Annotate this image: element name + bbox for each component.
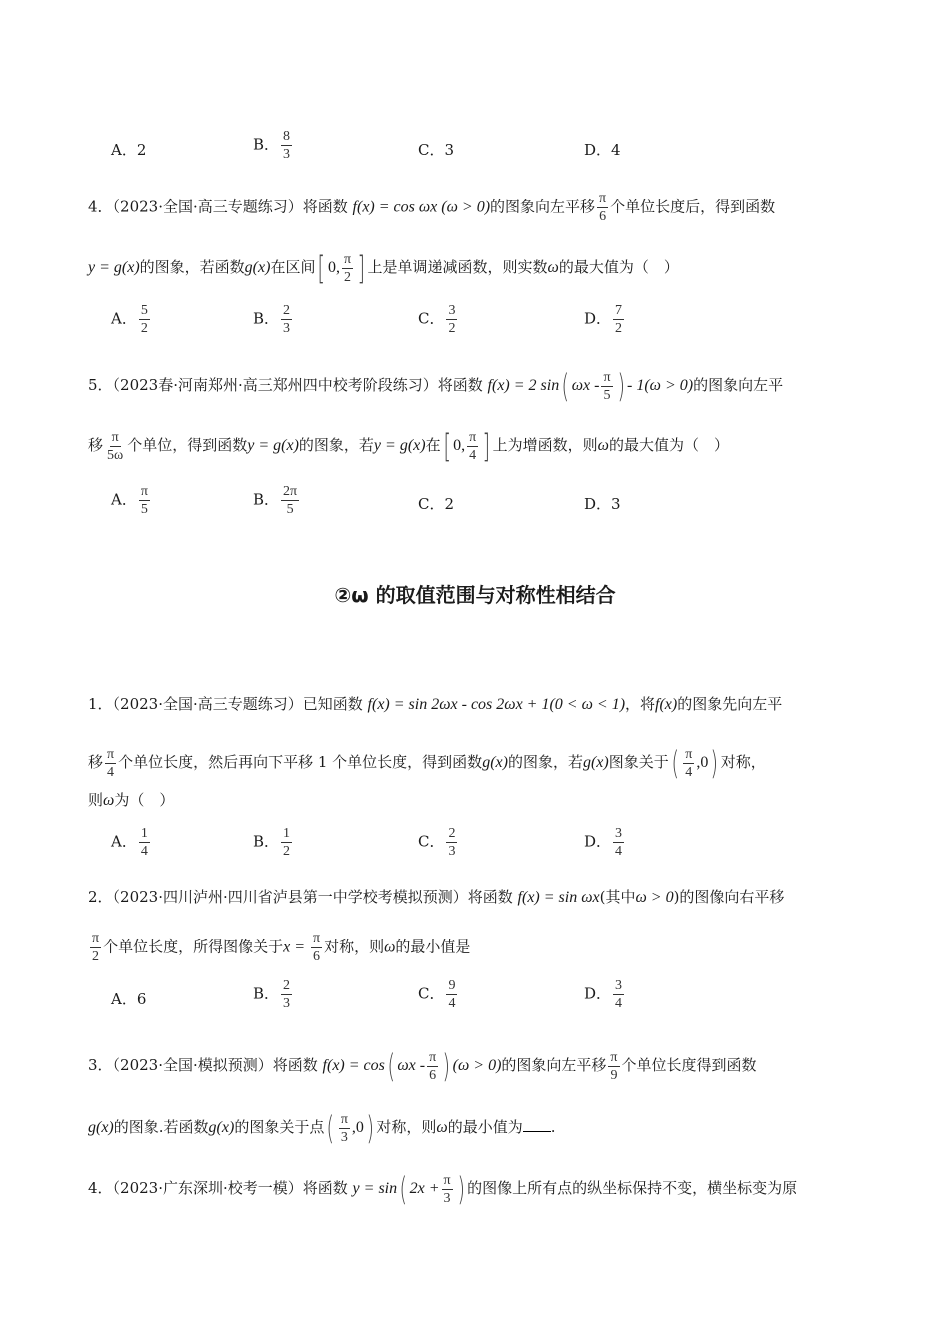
text-span: 2	[283, 844, 291, 859]
text-span: 3	[615, 978, 623, 993]
interval	[441, 428, 493, 464]
s2q1-option-b	[253, 825, 294, 860]
text-span: (	[671, 744, 679, 782]
text-span: 2	[615, 321, 623, 336]
text-span: 则	[88, 791, 104, 809]
math-expression: f(x)	[655, 696, 678, 713]
text-span	[385, 1048, 453, 1084]
text-span: 2	[283, 303, 291, 318]
s2q1-line-1	[88, 694, 782, 715]
math-expression: ω	[547, 259, 559, 276]
math-expression: g(x)	[582, 754, 609, 771]
text-span: C．	[418, 984, 445, 1003]
text-span: 4	[107, 764, 115, 780]
text-span: B．	[253, 309, 280, 328]
s2q4-line-1	[88, 1171, 797, 1207]
text-span: 2	[283, 978, 291, 993]
text-span: 1．	[88, 695, 113, 713]
text-span: B．	[253, 832, 280, 851]
text-span: 上是单调递减函数，则实数	[367, 258, 548, 276]
math-expression: y = g(x)	[88, 259, 140, 276]
math-expression: g(x)	[482, 754, 508, 771]
fraction	[613, 302, 624, 337]
text-span: 个单位，得到函数	[127, 436, 248, 454]
s2q2-option-d	[584, 977, 626, 1012]
fraction	[446, 977, 457, 1012]
text-span: D．	[584, 984, 612, 1003]
text-span: ]	[482, 427, 491, 465]
text-span: 4	[140, 844, 148, 859]
text-span: （2023·全国·高三专题练习）将函数	[112, 197, 348, 216]
text-span: 的最大值为（ ）	[608, 436, 729, 454]
text-span: ，将	[625, 695, 656, 713]
q5-option-c: C．2	[418, 495, 455, 513]
q5-option-b	[253, 483, 301, 518]
text-span: π	[107, 746, 115, 762]
text-span: π	[429, 1049, 437, 1065]
text-span: A．	[111, 490, 137, 509]
math-expression: ωx -	[397, 1057, 426, 1074]
q3-option-a: A．2	[111, 141, 147, 159]
q5-option-d: D．3	[584, 495, 621, 513]
s2q3-line-1	[88, 1048, 757, 1084]
fraction	[339, 1111, 350, 1146]
fraction	[281, 483, 299, 518]
s2q2-line-2	[88, 930, 470, 965]
text-span: 4	[615, 996, 623, 1011]
q4-option-a	[111, 302, 152, 337]
text-span: 1	[283, 826, 291, 841]
text-span: 对称，	[720, 753, 766, 771]
interval	[315, 250, 367, 286]
text-span: D．	[584, 832, 612, 851]
text-span: （2023春·河南郑州·高三郑州四中校考阶段练习）将函数	[112, 376, 483, 394]
text-span: 3	[340, 1129, 348, 1145]
text-span: π	[469, 429, 477, 445]
text-span: 的最小值是	[395, 937, 471, 956]
math-expression: - 1(ω > 0)	[627, 377, 694, 394]
math-expression: y = g(x)	[247, 437, 299, 454]
text-span: 5ω	[107, 447, 124, 463]
text-span: 2	[448, 321, 456, 336]
math-expression: ω	[103, 792, 115, 809]
text-span: 在	[425, 436, 441, 454]
text-span: π	[599, 191, 607, 206]
text-span: π	[340, 1111, 348, 1127]
s2q1-option-c	[418, 825, 459, 860]
text-span: 上为增函数，则	[492, 436, 598, 454]
text-span: .	[550, 1118, 556, 1136]
s2q1-line-2	[88, 745, 766, 781]
math-expression: f(x) = 2 sin	[487, 377, 560, 394]
fraction	[467, 429, 478, 464]
text-span: 8	[283, 129, 291, 144]
text-span: 3	[283, 147, 291, 162]
text-span: π	[685, 746, 693, 762]
text-span: 5	[140, 303, 148, 318]
text-span: 4	[615, 844, 623, 859]
text-span: 4	[685, 764, 693, 780]
text-span: 6	[313, 949, 321, 964]
text-span: 5．	[88, 376, 113, 394]
text-span: (其中	[599, 888, 636, 906]
math-expression: 0,	[327, 259, 340, 276]
text-span: 个单位长度，所得图像关于	[103, 937, 284, 956]
text-span: 3	[448, 303, 456, 318]
fraction	[311, 930, 322, 965]
text-span	[397, 1171, 467, 1207]
text-span: 5	[603, 387, 611, 403]
math-expression: ,0	[351, 1119, 364, 1136]
q3-option-d: D．4	[584, 141, 621, 159]
q4-option-d	[584, 302, 626, 337]
text-span: 的图像上所有点的纵坐标保持不变，横坐标变为原	[467, 1179, 798, 1197]
math-expression: ω	[436, 1119, 448, 1136]
math-expression: f(x) = sin 2ωx - cos 2ωx + 1(0 < ω < 1)	[367, 696, 626, 713]
math-expression: ω	[597, 437, 609, 454]
q3-option-c: C．3	[418, 141, 455, 159]
fraction	[601, 369, 612, 404]
text-span: 3	[448, 844, 456, 859]
point	[324, 1110, 376, 1146]
text-span: π	[443, 1172, 451, 1188]
text-span: ]	[357, 249, 366, 287]
text-span: (	[561, 367, 570, 405]
math-expression: f(x) = sin ωx	[517, 889, 600, 906]
text-span: （2023·全国·模拟预测）将函数	[112, 1056, 318, 1074]
text-span: B．	[253, 984, 280, 1003]
text-span: D．	[584, 309, 612, 328]
text-span: 9	[448, 978, 456, 993]
math-expression: ,0	[696, 754, 709, 771]
text-span: (	[399, 1170, 408, 1208]
text-span: 的最小值为	[447, 1118, 523, 1136]
text-span: 的图象关于点	[234, 1118, 325, 1136]
fraction	[683, 746, 694, 781]
text-span: 对称，则	[376, 1118, 437, 1136]
s2q2-line-1	[88, 887, 784, 908]
text-span: 个单位长度后，得到函数	[610, 197, 776, 216]
text-span: 的图象向左平	[693, 376, 784, 394]
text-span: 4	[469, 447, 477, 463]
math-expression: f(x) = cos ωx (ω > 0)	[352, 198, 491, 216]
s2q3-line-2	[88, 1110, 555, 1146]
q4-option-c	[418, 302, 459, 337]
fraction	[281, 128, 292, 163]
text-span: [	[317, 249, 326, 287]
text-span: 3	[283, 996, 291, 1011]
text-span: 对称，则	[324, 937, 385, 956]
q4-line-1	[88, 190, 775, 225]
math-expression: y = g(x)	[373, 437, 426, 454]
fraction	[281, 825, 292, 860]
text-span: π	[313, 931, 321, 946]
text-span: (	[387, 1047, 395, 1085]
fraction	[442, 1172, 453, 1207]
text-span: π	[140, 484, 148, 499]
text-span: )	[442, 1047, 451, 1085]
text-span: π	[343, 251, 352, 267]
q4-line-2	[88, 250, 679, 286]
text-span: 为（ ）	[114, 791, 175, 809]
text-span: 2	[140, 321, 148, 336]
s2q1-line-3	[88, 790, 174, 811]
text-span: 3	[283, 321, 291, 336]
text-span: 4	[448, 996, 456, 1011]
text-span: 6	[429, 1067, 437, 1083]
fraction	[105, 429, 125, 464]
text-span: 的图象.若函数	[113, 1118, 209, 1136]
section-heading: ②ω 的取值范围与对称性相结合	[334, 583, 616, 607]
text-span: 2．	[88, 888, 113, 906]
text-span: π	[603, 369, 611, 385]
math-expression: ω > 0	[635, 889, 674, 906]
s2q1-option-a	[111, 825, 152, 860]
q5-option-a	[111, 483, 152, 518]
text-span: 的图象，若	[507, 753, 583, 771]
text-span: )	[457, 1170, 465, 1208]
math-expression: ω	[384, 938, 396, 956]
text-span: （2023·全国·高三专题练习）已知函数	[112, 695, 363, 713]
math-expression: x =	[283, 938, 309, 956]
q5-line-2	[88, 428, 729, 464]
text-span: 1	[140, 826, 148, 841]
text-span: 的最大值为（ ）	[558, 258, 679, 276]
q4-option-b	[253, 302, 294, 337]
text-span: 4．	[88, 197, 113, 216]
text-span: )的图像向右平移	[673, 888, 785, 906]
fraction	[427, 1049, 438, 1084]
fraction	[613, 825, 624, 860]
text-span: π	[610, 1049, 618, 1065]
text-span: 2	[92, 949, 100, 964]
text-span: （2023·广东深圳·校考一模）将函数	[112, 1179, 348, 1197]
s2q2-option-c	[418, 977, 459, 1012]
math-expression: g(x)	[244, 259, 271, 276]
math-expression: g(x)	[88, 1119, 114, 1136]
text-span: 2π	[283, 484, 298, 499]
fraction	[613, 977, 624, 1012]
q5-line-1	[88, 368, 783, 404]
text-span: 3	[615, 826, 623, 841]
fraction	[446, 302, 457, 337]
math-expression: g(x)	[208, 1119, 235, 1136]
text-span: 在区间	[270, 258, 316, 276]
text-span: C．	[418, 832, 445, 851]
text-span: C．	[418, 309, 445, 328]
math-expression: ωx -	[571, 377, 600, 394]
fraction	[139, 302, 150, 337]
text-span: 9	[610, 1067, 618, 1083]
text-span: 2	[343, 269, 351, 285]
math-expression: 0,	[453, 437, 466, 454]
text-span: 3	[443, 1190, 451, 1206]
fraction	[105, 746, 116, 781]
text-span: )	[617, 367, 625, 405]
option-label: B．	[253, 135, 280, 154]
text-span	[559, 368, 627, 404]
text-span: )	[366, 1109, 374, 1147]
math-expression: (ω > 0)	[452, 1057, 502, 1074]
s2q2-option-b	[253, 977, 294, 1012]
answer-blank[interactable]	[523, 1117, 551, 1132]
fraction	[139, 825, 150, 860]
math-expression: f(x) = cos	[322, 1057, 385, 1074]
text-span: 的图象向左平移	[501, 1056, 607, 1074]
fraction	[608, 1049, 619, 1084]
text-span: 移	[88, 436, 104, 454]
text-span: π	[111, 429, 119, 445]
text-span: 5	[286, 502, 294, 517]
fraction	[446, 825, 457, 860]
text-span: 7	[615, 303, 623, 318]
text-span: 3．	[88, 1056, 113, 1074]
text-span: 个单位长度得到函数	[621, 1056, 757, 1074]
text-span: B．	[253, 490, 280, 509]
math-expression: 2x +	[409, 1180, 440, 1197]
text-span: 的图象向左平移	[490, 197, 596, 216]
text-span: (	[326, 1109, 335, 1147]
fraction	[281, 977, 292, 1012]
fraction	[597, 190, 608, 225]
q3-option-b	[253, 128, 294, 163]
fraction	[342, 251, 353, 286]
fraction	[90, 930, 101, 965]
text-span: )	[710, 744, 719, 782]
point	[669, 745, 721, 781]
math-expression: y = sin	[352, 1180, 398, 1197]
text-span: π	[92, 931, 100, 946]
text-span: 个单位长度，然后再向下平移 1 个单位长度，得到函数	[118, 753, 483, 771]
text-span: 6	[599, 209, 607, 224]
text-span: A．	[111, 832, 137, 851]
text-span: 图象关于	[608, 753, 669, 771]
text-span: 移	[88, 753, 104, 771]
text-span: 4．	[88, 1179, 113, 1197]
text-span: 的图象，若	[298, 436, 374, 454]
text-span: 5	[140, 502, 148, 517]
text-span: [	[443, 427, 451, 465]
text-span: （2023·四川泸州·四川省泸县第一中学校考模拟预测）将函数	[112, 888, 513, 906]
text-span: 2	[448, 826, 456, 841]
text-span: 的图象先向左平	[677, 695, 783, 713]
text-span: A．	[111, 309, 137, 328]
text-span: 的图象，若函数	[139, 258, 245, 276]
fraction	[281, 302, 292, 337]
s2q1-option-d	[584, 825, 626, 860]
s2q2-option-a: A．6	[111, 990, 147, 1008]
fraction	[139, 483, 150, 518]
